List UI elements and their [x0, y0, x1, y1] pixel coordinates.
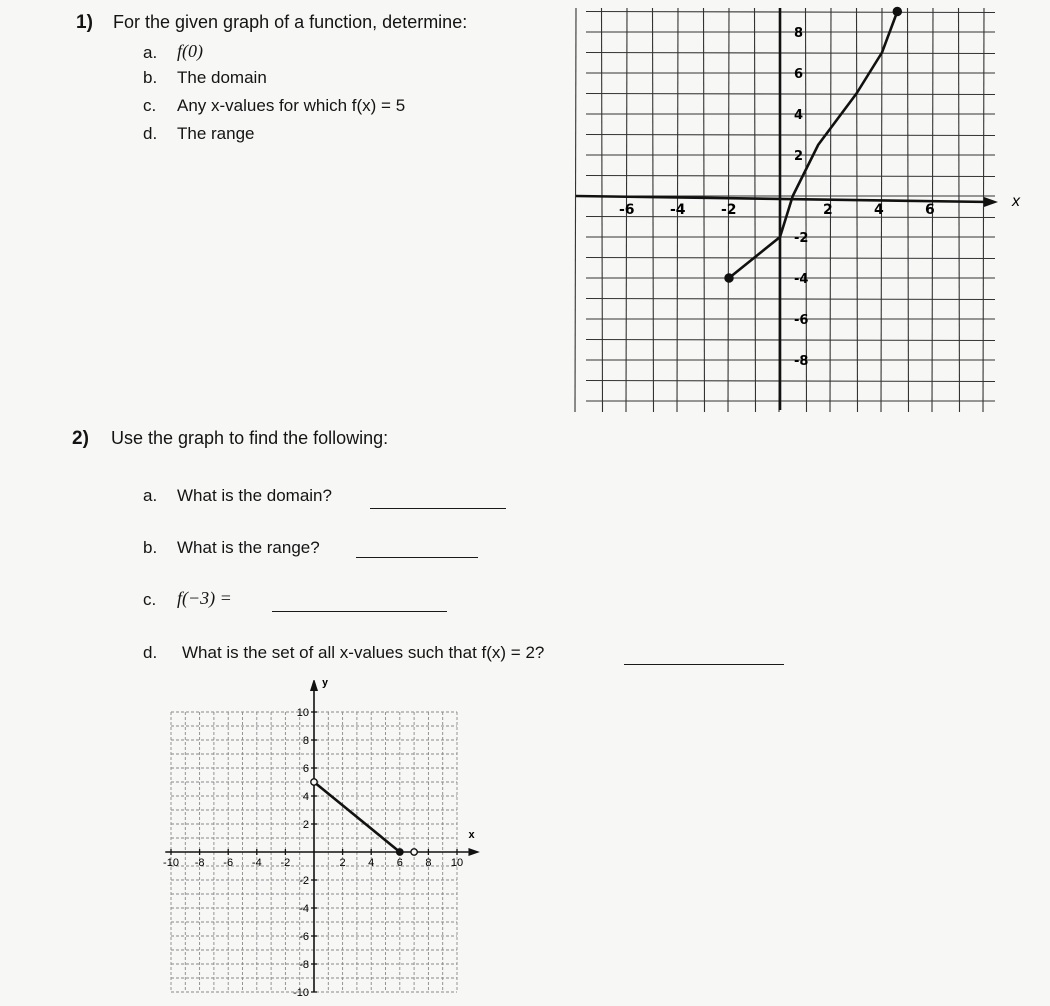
q2-answer-c-blank[interactable]: [272, 611, 447, 612]
open-point: [311, 779, 317, 785]
x-tick-label: 4: [368, 857, 375, 869]
q2-item-d-letter: d.: [143, 643, 158, 662]
y-tick-label: 6: [794, 67, 804, 82]
x-tick-label: -6: [223, 857, 234, 869]
q1-item-a-letter: a.: [143, 43, 158, 62]
q1-graph: [570, 0, 1030, 420]
grid-line-vertical: [983, 8, 984, 412]
y-axis-arrow: [310, 680, 318, 691]
grid-line-horizontal: [586, 340, 995, 341]
y-tick-label: 2: [302, 819, 309, 831]
q2-item-c-text: f(−3) =: [177, 588, 232, 608]
grid-line-vertical: [959, 8, 960, 412]
q1-item-d-text: The range: [177, 124, 255, 143]
q2-graph: [160, 680, 500, 1000]
y-tick-label: 10: [296, 707, 309, 719]
grid-line-horizontal: [586, 12, 995, 13]
q2-item-a-text: What is the domain?: [177, 486, 332, 505]
grid-line-vertical: [857, 8, 858, 412]
x-tick-label: 4: [874, 202, 884, 218]
q2-answer-d-blank[interactable]: [624, 664, 784, 665]
grid-line-horizontal: [586, 299, 995, 300]
endpoint-dot: [725, 274, 733, 282]
q1-item-a-text: f(0): [177, 41, 203, 61]
x-axis-label: x: [1012, 193, 1020, 210]
grid-line-horizontal: [586, 176, 995, 177]
q2-answer-a-blank[interactable]: [370, 508, 506, 509]
grid-line-vertical: [704, 8, 705, 412]
x-tick-label: -10: [163, 857, 179, 869]
x-tick-label: -2: [280, 857, 291, 869]
q1-number: 1): [76, 12, 93, 33]
grid-line-vertical: [908, 8, 909, 412]
closed-point: [397, 849, 403, 855]
q1-prompt: For the given graph of a function, determine:: [113, 12, 468, 32]
x-tick-label: 8: [425, 857, 432, 869]
y-tick-label: -2: [299, 875, 309, 887]
x-tick-label: -4: [670, 202, 686, 218]
q2-item-b-letter: b.: [143, 538, 158, 557]
x-tick-label: 2: [823, 202, 833, 218]
q2-answer-b-blank[interactable]: [356, 557, 478, 558]
q1-item-d-letter: d.: [143, 124, 158, 143]
q2-number: 2): [72, 428, 89, 449]
x-tick-label: -2: [721, 202, 737, 218]
q2-item-a-letter: a.: [143, 486, 158, 505]
q2-item-b-text: What is the range?: [177, 538, 320, 557]
x-tick-label: -6: [619, 202, 635, 218]
y-tick-label: -8: [299, 959, 309, 971]
x-tick-label: -8: [194, 857, 205, 869]
y-tick-label: -10: [293, 987, 309, 999]
grid-line-horizontal: [586, 258, 995, 259]
x-tick-label: 6: [396, 857, 403, 869]
x-axis-arrow: [468, 848, 479, 856]
y-tick-label: 2: [794, 149, 804, 164]
endpoint-dot: [893, 8, 901, 16]
y-tick-label: 4: [794, 108, 804, 123]
grid-line-vertical: [653, 8, 654, 412]
grid-line-horizontal: [586, 381, 995, 382]
q2-item-d-text: What is the set of all x-values such that f(x) = 2?: [182, 643, 545, 662]
grid-line-vertical: [806, 8, 807, 412]
x-tick-label: 6: [925, 202, 935, 218]
y-tick-label: 8: [302, 735, 309, 747]
y-axis-label: y: [322, 680, 329, 689]
x-axis-arrow: [984, 197, 998, 207]
grid-line-horizontal: [586, 94, 995, 95]
y-tick-label: 8: [794, 26, 804, 41]
y-tick-label: -4: [794, 272, 809, 287]
y-tick-label: -2: [794, 231, 809, 246]
grid-line-vertical: [602, 8, 603, 412]
y-tick-label: 4: [302, 791, 309, 803]
q1-item-b-text: The domain: [177, 68, 267, 87]
x-tick-label: 2: [339, 857, 346, 869]
grid-line-horizontal: [586, 53, 995, 54]
x-tick-label: 10: [450, 857, 464, 869]
q1-item-c-text: Any x-values for which f(x) = 5: [177, 96, 406, 115]
q1-item-b-letter: b.: [143, 68, 158, 87]
grid-line-horizontal: [586, 135, 995, 136]
y-tick-label: -6: [299, 931, 309, 943]
q2-prompt: Use the graph to find the following:: [111, 428, 389, 448]
q1-item-c-letter: c.: [143, 96, 157, 115]
x-axis-label: x: [468, 829, 475, 841]
q2-item-c-letter: c.: [143, 590, 157, 609]
y-tick-label: -6: [794, 313, 809, 328]
grid-line-vertical: [575, 8, 576, 412]
y-tick-label: 6: [302, 763, 309, 775]
y-tick-label: -4: [299, 903, 309, 915]
y-tick-label: -8: [794, 354, 809, 369]
grid-line-vertical: [755, 8, 756, 412]
open-point: [411, 849, 417, 855]
x-tick-label: -4: [251, 857, 262, 869]
